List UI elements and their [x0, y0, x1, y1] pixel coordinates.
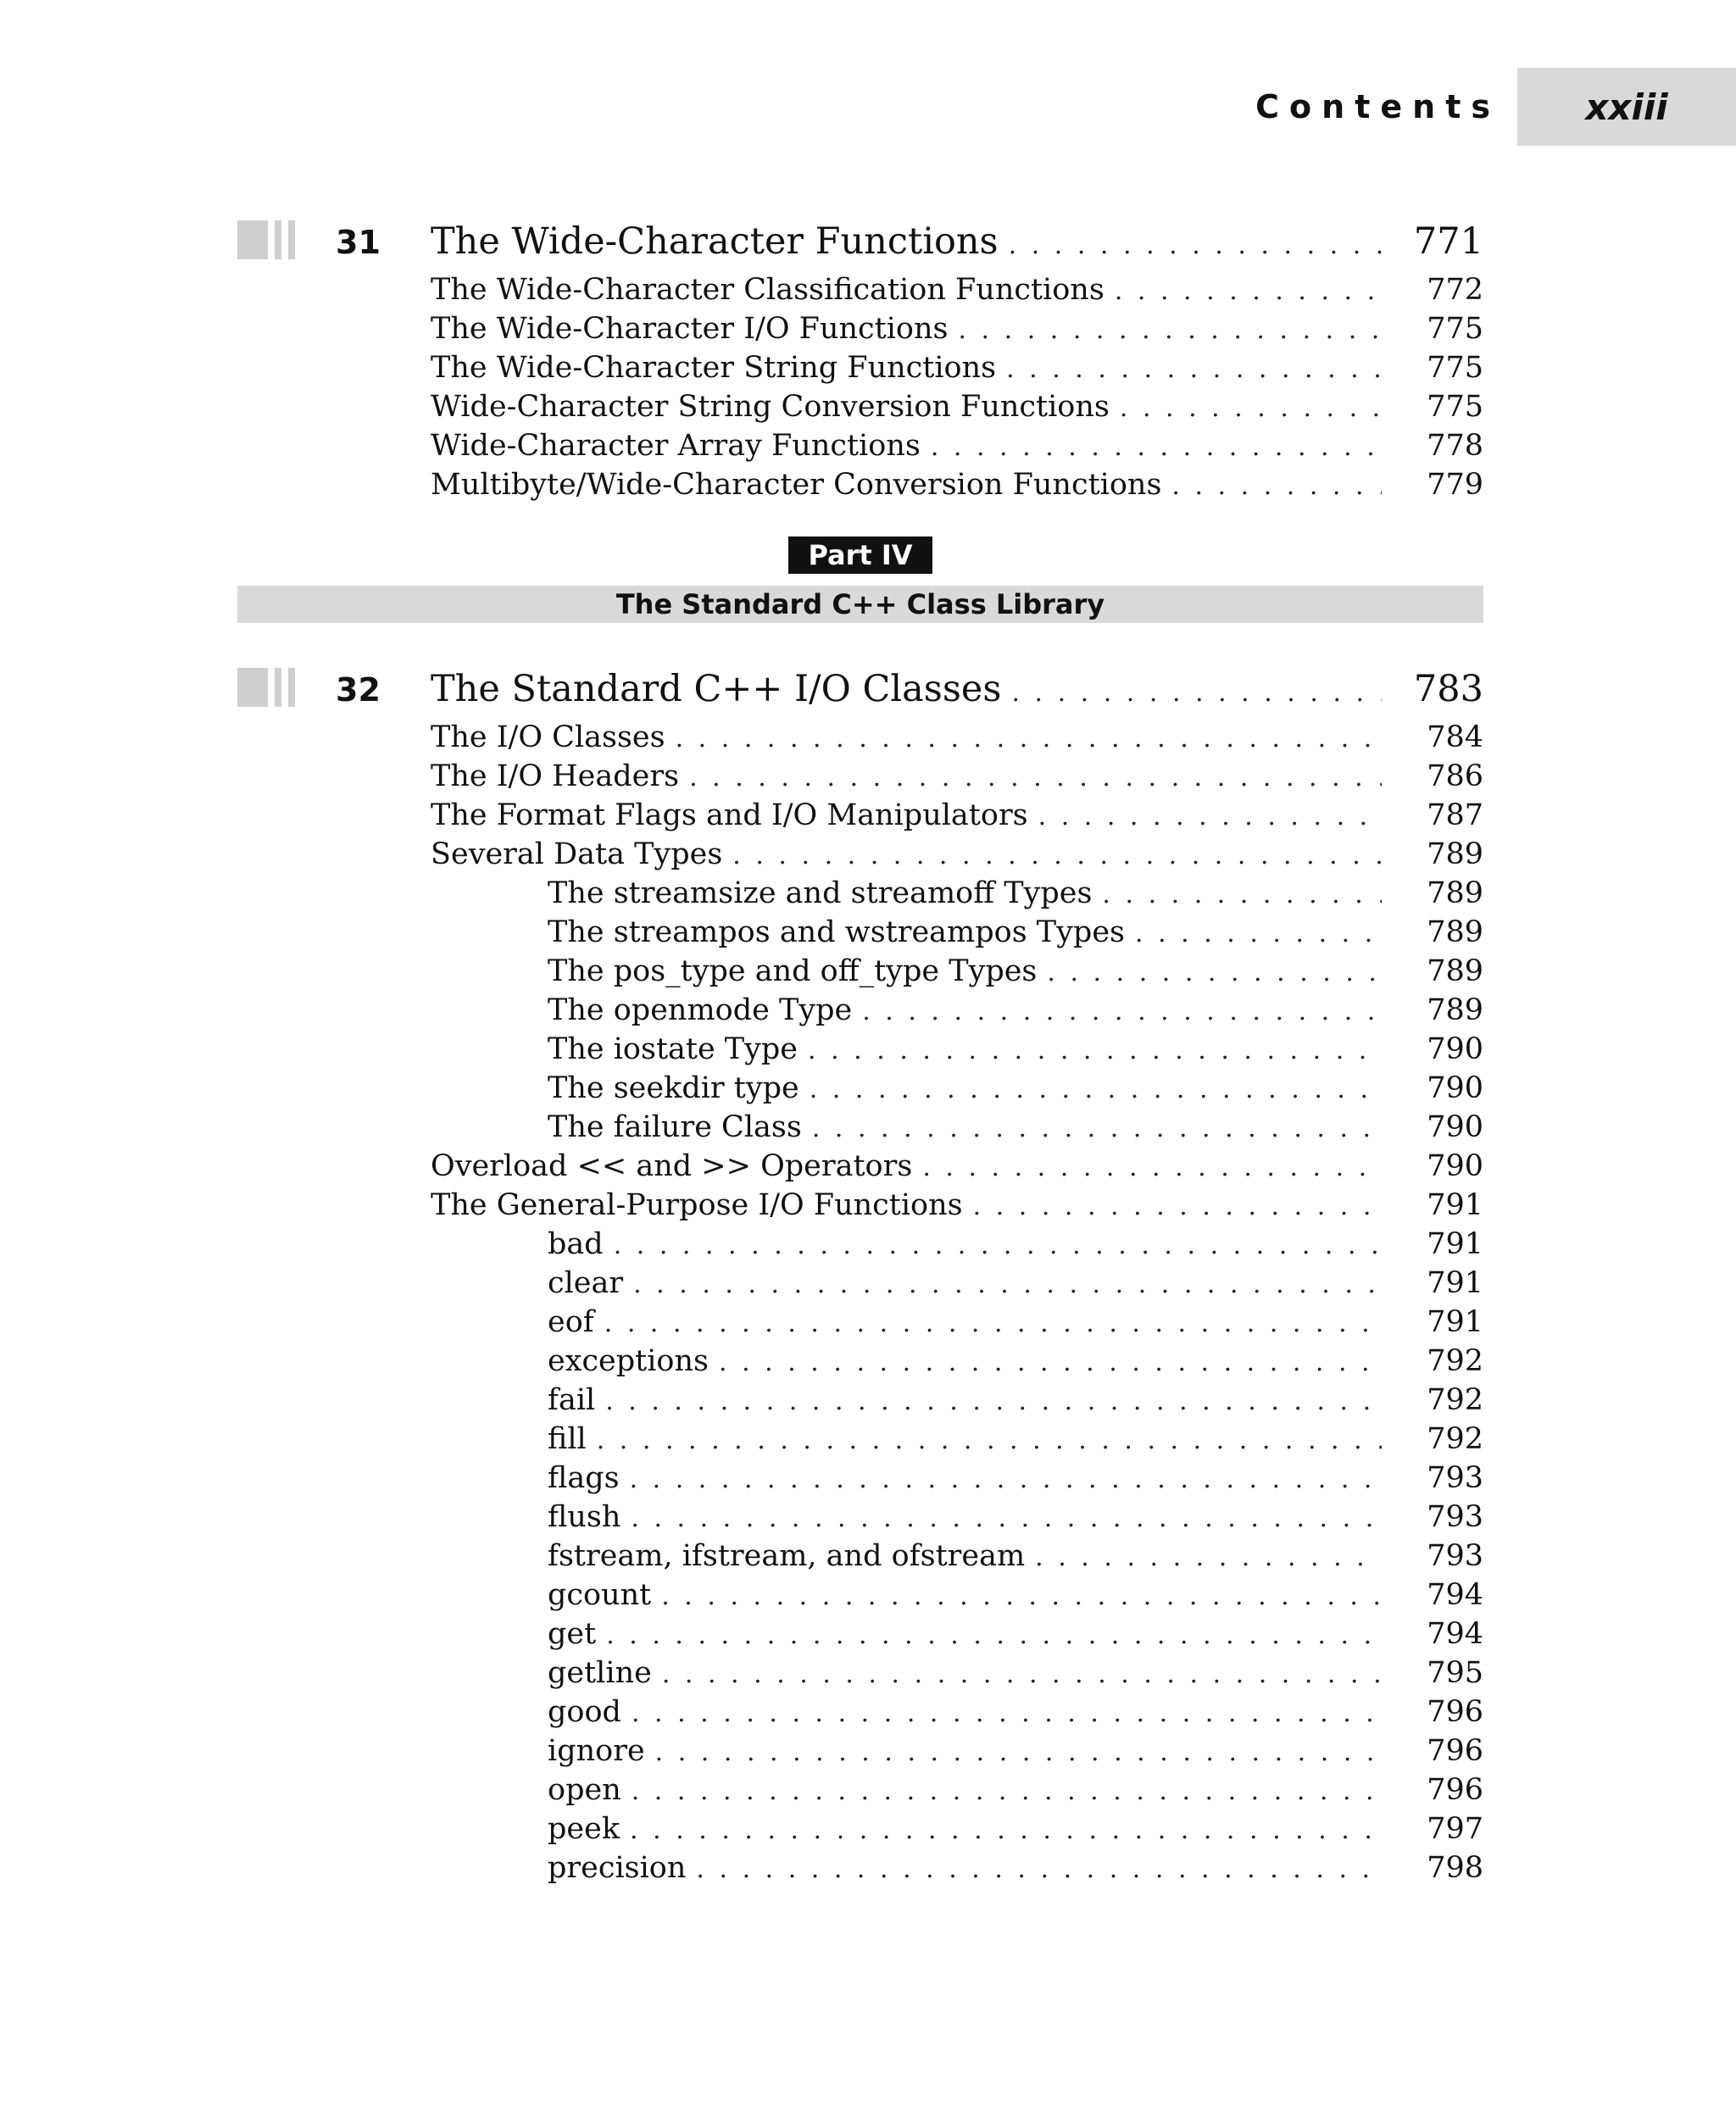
dot-leader: [614, 1231, 1382, 1260]
dot-leader: [958, 315, 1382, 345]
dot-leader: [1038, 802, 1382, 831]
toc-subentry[interactable]: [431, 1032, 1483, 1071]
chapter-page: 771: [1413, 220, 1483, 263]
entry-page: 790: [1427, 1110, 1483, 1144]
part-title: The Standard C++ Class Library: [237, 586, 1483, 623]
entry-page: 791: [1427, 1305, 1483, 1339]
entry-title: get: [548, 1617, 597, 1651]
toc-entry[interactable]: [431, 429, 1483, 468]
toc-subentry[interactable]: [431, 1422, 1483, 1461]
chapter-31-entries: [431, 273, 1483, 507]
dot-leader: [1115, 276, 1382, 306]
entry-title: Several Data Types: [431, 837, 723, 871]
chapter-marker-icon: [237, 220, 295, 259]
entry-title: peek: [548, 1812, 620, 1846]
entry-title: The I/O Headers: [431, 759, 680, 793]
toc-entry[interactable]: [431, 759, 1483, 798]
entry-title: exceptions: [548, 1344, 709, 1378]
entry-page: 792: [1427, 1422, 1483, 1456]
page-number: xxiii: [1517, 68, 1736, 146]
part-divider: [237, 536, 1483, 623]
entry-page: 789: [1427, 954, 1483, 988]
dot-leader: [633, 1270, 1382, 1299]
dot-leader: [606, 1621, 1382, 1650]
toc-subentry[interactable]: [431, 1110, 1483, 1149]
toc-subentry[interactable]: [431, 1305, 1483, 1344]
toc-subentry[interactable]: [431, 1266, 1483, 1305]
dot-leader: [605, 1387, 1382, 1416]
dot-leader: [632, 1698, 1382, 1728]
toc-subentry[interactable]: [431, 1617, 1483, 1656]
toc-entry[interactable]: [431, 273, 1483, 312]
entry-page: 772: [1427, 273, 1483, 307]
toc-subentry[interactable]: [431, 1656, 1483, 1695]
dot-leader: [630, 1465, 1382, 1494]
dot-leader: [631, 1504, 1382, 1533]
toc-subentry[interactable]: [431, 1539, 1483, 1578]
chapter-32: [237, 668, 1483, 1885]
entry-title: The failure Class: [548, 1110, 802, 1144]
running-head-label: Contents: [1255, 88, 1500, 125]
toc-subentry[interactable]: [431, 1812, 1483, 1851]
chapter-heading: [237, 668, 1483, 727]
dot-leader: [1009, 231, 1382, 260]
toc-entry[interactable]: [431, 468, 1483, 507]
entry-title: flush: [548, 1500, 621, 1534]
dot-leader: [662, 1659, 1382, 1689]
dot-leader: [812, 1114, 1382, 1143]
entry-title: The Wide-Character String Functions: [431, 351, 997, 385]
entry-title: The streampos and wstreampos Types: [548, 915, 1125, 949]
toc-entry[interactable]: [431, 351, 1483, 390]
entry-page: 778: [1427, 429, 1483, 463]
dot-leader: [719, 1348, 1382, 1377]
entry-title: Wide-Character String Conversion Functions: [431, 390, 1110, 424]
entry-page: 794: [1427, 1617, 1483, 1651]
entry-page: 792: [1427, 1344, 1483, 1378]
entry-title: fstream, ifstream, and ofstream: [548, 1539, 1026, 1573]
toc-subentry[interactable]: [431, 954, 1483, 993]
dot-leader: [655, 1737, 1382, 1767]
dot-leader: [1006, 354, 1382, 384]
dot-leader: [810, 1075, 1382, 1104]
entry-page: 779: [1427, 468, 1483, 502]
toc-subentry[interactable]: [431, 915, 1483, 954]
running-head: [1255, 68, 1736, 146]
dot-leader: [931, 432, 1382, 462]
entry-page: 789: [1427, 915, 1483, 949]
toc-entry[interactable]: [431, 798, 1483, 837]
toc-entry[interactable]: [431, 1149, 1483, 1188]
entry-title: precision: [548, 1851, 687, 1885]
chapter-marker-icon: [237, 668, 295, 707]
dot-leader: [808, 1036, 1382, 1065]
entry-title: The seekdir type: [548, 1071, 799, 1105]
entry-title: The iostate Type: [548, 1032, 798, 1066]
toc-subentry[interactable]: [431, 1227, 1483, 1266]
entry-page: 791: [1427, 1227, 1483, 1261]
entry-page: 796: [1427, 1734, 1483, 1768]
entry-title: Overload << and >> Operators: [431, 1149, 913, 1183]
entry-title: getline: [548, 1656, 652, 1690]
toc-subentry[interactable]: [431, 876, 1483, 915]
entry-page: 793: [1427, 1500, 1483, 1534]
part-label: Part IV: [788, 536, 932, 574]
entry-page: 797: [1427, 1812, 1483, 1846]
toc-subentry[interactable]: [431, 1071, 1483, 1110]
toc-subentry[interactable]: [431, 1500, 1483, 1539]
dot-leader: [676, 724, 1382, 753]
toc-entry[interactable]: [431, 720, 1483, 759]
entry-title: clear: [548, 1266, 624, 1300]
chapter-title-row[interactable]: [431, 220, 1483, 280]
entry-page: 795: [1427, 1656, 1483, 1690]
chapter-title: The Wide-Character Functions: [431, 220, 999, 263]
chapter-heading: [237, 220, 1483, 280]
entry-page: 798: [1427, 1851, 1483, 1885]
entry-title: flags: [548, 1461, 620, 1495]
toc-subentry[interactable]: [431, 1851, 1483, 1890]
chapter-page: 783: [1413, 668, 1483, 710]
entry-title: bad: [548, 1227, 604, 1261]
entry-title: The General-Purpose I/O Functions: [431, 1188, 963, 1222]
toc-entry[interactable]: [431, 312, 1483, 351]
toc-entry[interactable]: [431, 837, 1483, 876]
entry-title: fill: [548, 1422, 587, 1456]
entry-page: 786: [1427, 759, 1483, 793]
dot-leader: [1035, 1543, 1382, 1572]
entry-title: ignore: [548, 1734, 645, 1768]
entry-page: 796: [1427, 1695, 1483, 1729]
entry-title: fail: [548, 1383, 596, 1417]
entry-page: 793: [1427, 1461, 1483, 1495]
dot-leader: [661, 1582, 1382, 1611]
entry-title: good: [548, 1695, 621, 1729]
chapter-title-row[interactable]: [431, 668, 1483, 727]
toc-subentry[interactable]: [431, 1383, 1483, 1422]
entry-title: The I/O Classes: [431, 720, 665, 754]
toc-entry[interactable]: [431, 390, 1483, 429]
entry-page: 789: [1427, 876, 1483, 910]
dot-leader: [632, 1776, 1382, 1806]
toc-subentry[interactable]: [431, 1773, 1483, 1812]
entry-title: Wide-Character Array Functions: [431, 429, 921, 463]
entry-title: The Wide-Character I/O Functions: [431, 312, 949, 346]
dot-leader: [689, 763, 1382, 792]
toc-subentry[interactable]: [431, 1344, 1483, 1383]
entry-title: The openmode Type: [548, 993, 853, 1027]
entry-page: 787: [1427, 798, 1483, 832]
chapter-number: 32: [336, 671, 381, 709]
toc-subentry[interactable]: [431, 1734, 1483, 1773]
entry-page: 775: [1427, 390, 1483, 424]
dot-leader: [1047, 958, 1382, 987]
chapter-32-entries: [431, 720, 1483, 1890]
entry-page: 775: [1427, 312, 1483, 346]
dot-leader: [604, 1309, 1382, 1338]
entry-page: 789: [1427, 993, 1483, 1027]
entry-page: 789: [1427, 837, 1483, 871]
dot-leader: [973, 1192, 1382, 1221]
dot-leader: [1171, 471, 1382, 501]
toc-subentry[interactable]: [431, 1578, 1483, 1617]
entry-page: 791: [1427, 1188, 1483, 1222]
entry-title: The Wide-Character Classification Functions: [431, 273, 1104, 307]
toc-subentry[interactable]: [431, 993, 1483, 1032]
entry-page: 791: [1427, 1266, 1483, 1300]
dot-leader: [922, 1153, 1382, 1182]
entry-title: eof: [548, 1305, 594, 1339]
dot-leader: [1102, 880, 1382, 909]
chapter-title: The Standard C++ I/O Classes: [431, 668, 1002, 710]
dot-leader: [1120, 393, 1382, 423]
dot-leader: [630, 1815, 1382, 1845]
entry-title: The Format Flags and I/O Manipulators: [431, 798, 1028, 832]
entry-title: The streamsize and streamoff Types: [548, 876, 1093, 910]
toc-subentry[interactable]: [431, 1695, 1483, 1734]
entry-page: 790: [1427, 1032, 1483, 1066]
entry-page: 790: [1427, 1071, 1483, 1105]
toc-subentry[interactable]: [431, 1461, 1483, 1500]
entry-page: 794: [1427, 1578, 1483, 1612]
entry-page: 792: [1427, 1383, 1483, 1417]
entry-title: open: [548, 1773, 621, 1807]
entry-page: 775: [1427, 351, 1483, 385]
chapter-31: [237, 220, 1483, 502]
entry-page: 793: [1427, 1539, 1483, 1573]
dot-leader: [597, 1426, 1382, 1455]
dot-leader: [1135, 919, 1382, 948]
chapter-number: 31: [336, 224, 381, 261]
dot-leader: [1011, 678, 1382, 708]
toc-entry[interactable]: [431, 1188, 1483, 1227]
entry-page: 784: [1427, 720, 1483, 754]
entry-page: 796: [1427, 1773, 1483, 1807]
dot-leader: [862, 997, 1382, 1026]
entry-title: gcount: [548, 1578, 652, 1612]
entry-title: Multibyte/Wide-Character Conversion Functions: [431, 468, 1162, 502]
entry-title: The pos_type and off_type Types: [548, 954, 1038, 988]
entry-page: 790: [1427, 1149, 1483, 1183]
dot-leader: [696, 1854, 1382, 1884]
dot-leader: [732, 841, 1382, 870]
